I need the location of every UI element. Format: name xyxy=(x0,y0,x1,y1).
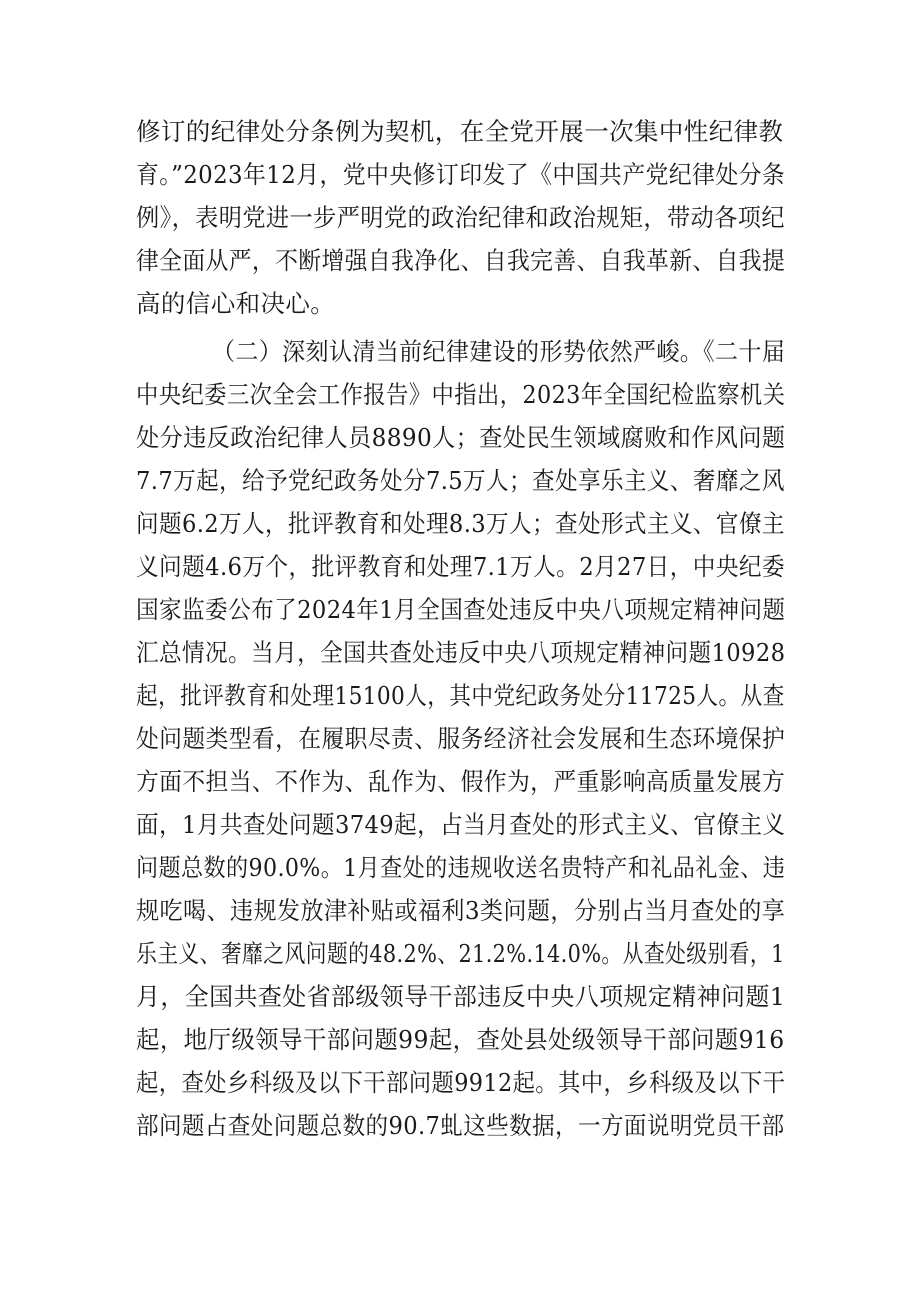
text-line: 处问题类型看，在履职尽责、服务经济社会发展和生态环境保护 xyxy=(136,724,786,753)
text-line: 规吃喝、违规发放津补贴或福利3类问题，分别占当月查处的享 xyxy=(136,896,786,925)
text-line: 例》，表明党进一步严明党的政治纪律和政治规矩，带动各项纪 xyxy=(136,203,785,232)
text-line: 问题总数的90.0%。1月查处的违规收送名贵特产和礼品礼金、违 xyxy=(136,853,786,882)
text-line: 国家监委公布了2024年1月全国查处违反中央八项规定精神问题 xyxy=(136,595,786,624)
text-line: 处分违反政治纪律人员8890人；查处民生领域腐败和作风问题 xyxy=(136,423,786,452)
text-line: 面，1月共查处问题3749起，占当月查处的形式主义、官僚主义 xyxy=(136,810,786,839)
text-line: 高的信心和决心。 xyxy=(136,289,336,318)
text-line: 起，查处乡科级及以下干部问题9912起。其中，乡科级及以下干 xyxy=(136,1068,786,1097)
text-line: 律全面从严，不断增强自我净化、自我完善、自我革新、自我提 xyxy=(136,246,786,275)
text-line: 方面不担当、不作为、乱作为、假作为，严重影响高质量发展方 xyxy=(136,767,786,796)
text-line: 月，全国共查处省部级领导干部违反中央八项规定精神问题1 xyxy=(136,982,786,1011)
text-line: 中央纪委三次全会工作报告》中指出，2023年全国纪检监察机关 xyxy=(136,380,786,409)
text-line: 7.7万起，给予党纪政务处分7.5万人；查处享乐主义、奢靡之风 xyxy=(136,466,785,495)
text-line: 问题6.2万人，批评教育和处理8.3万人；查处形式主义、官僚主 xyxy=(136,509,785,538)
text-line: 义问题4.6万个，批评教育和处理7.1万人。2月27日，中央纪委 xyxy=(136,552,785,581)
text-line: 起，批评教育和处理15100人，其中党纪政务处分11725人。从查 xyxy=(136,681,785,710)
text-line: 育。”2023年12月，党中央修订印发了《中国共产党纪律处分条 xyxy=(136,160,786,189)
section-heading-line: （二）深刻认清当前纪律建设的形势依然严峻。《二十届 xyxy=(212,337,786,366)
text-line: 部问题占查处问题总数的90.7虬这些数据，一方面说明党员干部 xyxy=(136,1111,785,1140)
text-line: 起，地厅级领导干部问题99起，查处县处级领导干部问题916 xyxy=(136,1025,785,1054)
text-line: 乐主义、奢靡之风问题的48.2%、21.2%.14.0%。从查处级别看，1 xyxy=(136,939,785,968)
text-line: 汇总情况。当月，全国共查处违反中央八项规定精神问题10928 xyxy=(136,638,786,667)
text-line: 修订的纪律处分条例为契机，在全党开展一次集中性纪律教 xyxy=(136,117,784,146)
